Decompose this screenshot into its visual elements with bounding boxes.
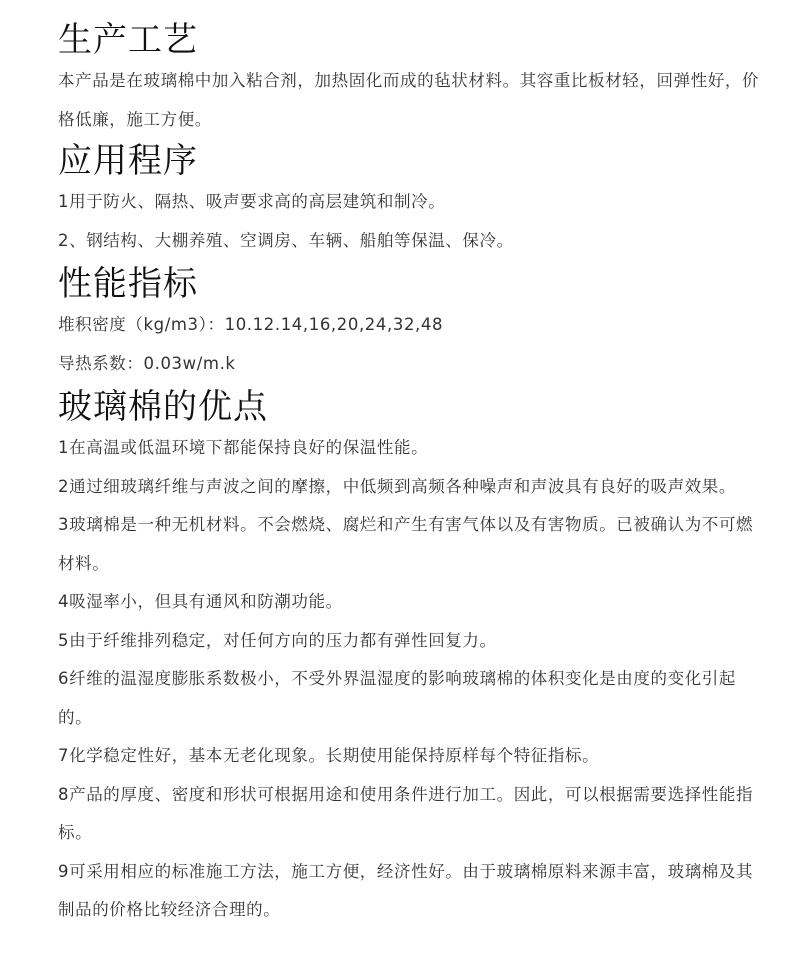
section-title: 生产工艺 bbox=[58, 20, 198, 60]
paragraph: 1用于防火、隔热、吸声要求高的高层建筑和制冷。 bbox=[58, 192, 446, 211]
section-title: 性能指标 bbox=[58, 264, 198, 304]
paragraph: 7化学稳定性好，基本无老化现象。长期使用能保持原样每个特征指标。 bbox=[58, 746, 600, 765]
section-advantages bbox=[58, 385, 760, 930]
paragraph: 堆积密度（kg/m3）：10.12.14,16,20,24,32,48 bbox=[58, 315, 444, 334]
section-title: 应用程序 bbox=[58, 141, 198, 181]
paragraph: 8产品的厚度、密度和形状可根据用途和使用条件进行加工。因此，可以根据需要选择性能指标。 bbox=[58, 784, 754, 842]
paragraph: 2、钢结构、大棚养殖、空调房、车辆、船舶等保温、保冷。 bbox=[58, 230, 514, 250]
paragraph: 4吸湿率小，但具有通风和防潮功能。 bbox=[58, 592, 343, 611]
paragraph: 5由于纤维排列稳定，对任何方向的压力都有弹性回复力。 bbox=[58, 630, 497, 650]
section-performance-indicators bbox=[58, 262, 760, 383]
paragraph: 2通过细玻璃纤维与声波之间的摩擦，中低频到高频各种噪声和声波具有良好的吸声效果。 bbox=[58, 476, 736, 496]
paragraph: 导热系数：0.03w/m.k bbox=[58, 353, 236, 373]
section-title: 玻璃棉的优点 bbox=[58, 387, 268, 427]
paragraph: 9可采用相应的标准施工方法，施工方便，经济性好。由于玻璃棉原料来源丰富，玻璃棉及其制品的价格比较经济合理的。 bbox=[58, 861, 754, 919]
section-applications bbox=[58, 139, 760, 260]
paragraph: 1在高温或低温环境下都能保持良好的保温性能。 bbox=[58, 438, 429, 457]
paragraph: 6纤维的温湿度膨胀系数极小，不受外界温湿度的影响玻璃棉的体积变化是由度的变化引起的。 bbox=[58, 669, 736, 727]
paragraph: 3玻璃棉是一种无机材料。不会燃烧、腐烂和产生有害气体以及有害物质。已被确认为不可燃材料。 bbox=[58, 515, 754, 573]
paragraph: 本产品是在玻璃棉中加入粘合剂，加热固化而成的毡状材料。其容重比板材轻，回弹性好，价格低廉，施工方便。 bbox=[58, 71, 760, 129]
section-production-process bbox=[58, 18, 760, 139]
